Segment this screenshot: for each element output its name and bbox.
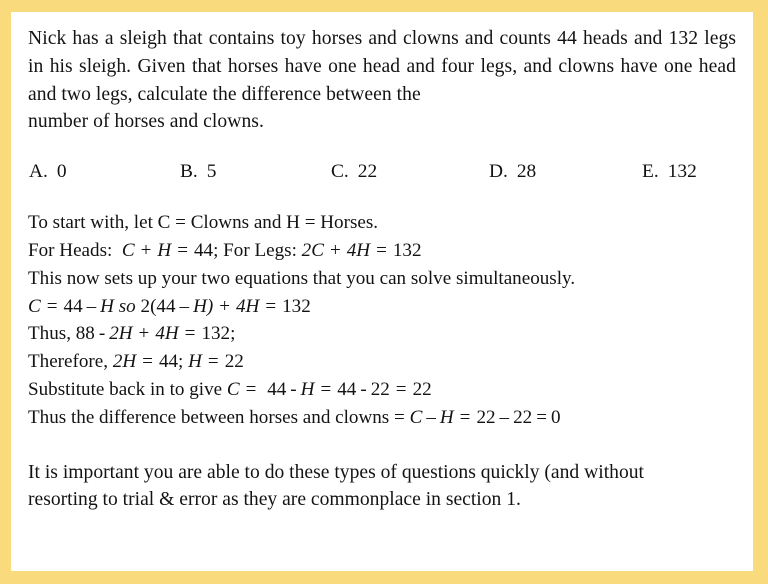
l4-minus: – bbox=[86, 295, 97, 317]
l7-result: 22 bbox=[412, 378, 432, 400]
l5-equals: = bbox=[184, 323, 196, 345]
l5-prefix: Thus, bbox=[28, 323, 71, 345]
question-line-2: 132 legs in his sleigh. Given that horses have one head and four legs, and bbox=[28, 28, 736, 77]
l8-minus: – bbox=[426, 406, 436, 428]
l8-minus-2: – bbox=[499, 406, 510, 428]
l7-minus: - bbox=[290, 378, 297, 400]
l4-var-c: C bbox=[28, 295, 41, 317]
l7-prefix: Substitute back in to give bbox=[28, 378, 223, 400]
legs-term-c: 2C bbox=[301, 240, 324, 262]
l8-var-c: C bbox=[409, 406, 423, 428]
legs-plus: + bbox=[329, 240, 341, 262]
l8-equals-2: = bbox=[536, 406, 547, 428]
solution-line-5 bbox=[28, 320, 736, 348]
question-text bbox=[28, 25, 736, 136]
solution-line-4 bbox=[28, 293, 736, 321]
content-sheet bbox=[11, 12, 753, 571]
l6-prefix: Therefore, bbox=[28, 351, 109, 373]
option-a-value: 0 bbox=[56, 161, 67, 183]
option-c-value: 22 bbox=[357, 161, 378, 183]
question-line-3: clowns have one head and two legs, calculate the difference between the bbox=[28, 55, 736, 105]
option-c[interactable] bbox=[331, 161, 377, 183]
l8-result: 0 bbox=[550, 406, 561, 428]
l4-plus: + bbox=[219, 295, 230, 317]
solution-line-3-text: This now sets up your two equations that you can solve simultaneously. bbox=[28, 267, 576, 289]
option-e-value: 132 bbox=[667, 161, 697, 183]
l7-n22: 22 bbox=[370, 378, 390, 400]
solution-line-7 bbox=[28, 376, 736, 404]
l7-equals: = bbox=[245, 378, 257, 400]
l8-var-h: H bbox=[439, 406, 454, 428]
heads-plus: + bbox=[140, 240, 152, 262]
l5-term-1: 2H bbox=[109, 323, 133, 345]
answer-options bbox=[28, 161, 736, 191]
option-b[interactable] bbox=[180, 161, 216, 183]
l4-equals-2: = bbox=[265, 295, 277, 317]
l4-minus-2: – bbox=[179, 295, 190, 317]
l4-var-h-2: H) bbox=[193, 295, 214, 317]
solution-line-2 bbox=[28, 237, 736, 265]
l6-term-1: 2H bbox=[112, 351, 137, 373]
l8-n22-a: 22 bbox=[476, 406, 496, 428]
solution-line-1-text: To start with, let C = Clowns and H = Horses. bbox=[28, 212, 379, 234]
l6-n44: 44; bbox=[158, 351, 184, 373]
option-a[interactable] bbox=[29, 161, 67, 183]
l6-equals-2: = bbox=[207, 351, 219, 373]
legs-total: 132 bbox=[392, 240, 422, 262]
option-d[interactable] bbox=[489, 161, 536, 183]
l8-prefix: Thus the difference between horses and clowns = bbox=[28, 406, 405, 428]
option-e-label: E. bbox=[642, 161, 659, 183]
l7-var-h: H bbox=[300, 378, 315, 400]
l4-expr: 2(44 bbox=[140, 295, 176, 317]
l7-equals-2: = bbox=[320, 378, 332, 400]
l7-minus-2: - bbox=[360, 378, 367, 400]
l6-var-h: H bbox=[188, 351, 202, 373]
question-line-4: number of horses and clowns. bbox=[28, 111, 264, 133]
closing-line-1: It is important you are able to do these types of questions quickly (and without bbox=[28, 461, 644, 483]
solution-line-8 bbox=[28, 404, 736, 432]
heads-equals: = bbox=[177, 240, 188, 262]
option-c-label: C. bbox=[331, 161, 349, 183]
option-a-label: A. bbox=[29, 161, 48, 183]
l4-n44: 44 bbox=[63, 295, 83, 317]
l6-equals: = bbox=[142, 351, 153, 373]
l4-term: 4H bbox=[236, 295, 260, 317]
l4-equals: = bbox=[46, 295, 58, 317]
heads-var-c: C bbox=[121, 240, 135, 262]
l5-term-2: 4H bbox=[155, 323, 179, 345]
l7-n44: 44 bbox=[267, 378, 287, 400]
l7-n44b: 44 bbox=[337, 378, 357, 400]
l7-var-c: C bbox=[226, 378, 240, 400]
solution-line-3 bbox=[28, 265, 736, 293]
option-d-value: 28 bbox=[516, 161, 537, 183]
option-b-value: 5 bbox=[206, 161, 217, 183]
l5-minus: - bbox=[98, 323, 106, 345]
solution-line-6 bbox=[28, 348, 736, 376]
closing-remark bbox=[28, 459, 736, 515]
l4-so: so bbox=[118, 295, 136, 317]
legs-equals: = bbox=[376, 240, 387, 262]
legs-prefix: For Legs: bbox=[223, 240, 297, 262]
l5-plus: + bbox=[138, 323, 150, 345]
option-e[interactable] bbox=[642, 161, 697, 183]
l8-n22-b: 22 bbox=[513, 406, 533, 428]
heads-total: 44; bbox=[193, 240, 219, 262]
l5-n88: 88 bbox=[75, 323, 95, 345]
heads-var-h: H bbox=[157, 240, 172, 262]
solution-line-1 bbox=[28, 209, 736, 237]
option-b-label: B. bbox=[180, 161, 198, 183]
l5-total: 132; bbox=[201, 323, 236, 345]
l8-equals: = bbox=[459, 406, 471, 428]
l7-equals-3: = bbox=[395, 378, 407, 400]
l6-n22: 22 bbox=[224, 351, 244, 373]
question-line-1: Nick has a sleigh that contains toy horses and clowns and counts 44 heads and bbox=[28, 28, 663, 49]
l4-var-h: H bbox=[100, 295, 114, 317]
closing-line-2: resorting to trial & error as they are commonplace in section 1. bbox=[28, 489, 521, 511]
option-d-label: D. bbox=[489, 161, 508, 183]
worked-solution bbox=[28, 209, 736, 431]
l4-total: 132 bbox=[282, 295, 311, 317]
legs-term-h: 4H bbox=[346, 240, 371, 262]
heads-prefix: For Heads: bbox=[28, 240, 113, 262]
